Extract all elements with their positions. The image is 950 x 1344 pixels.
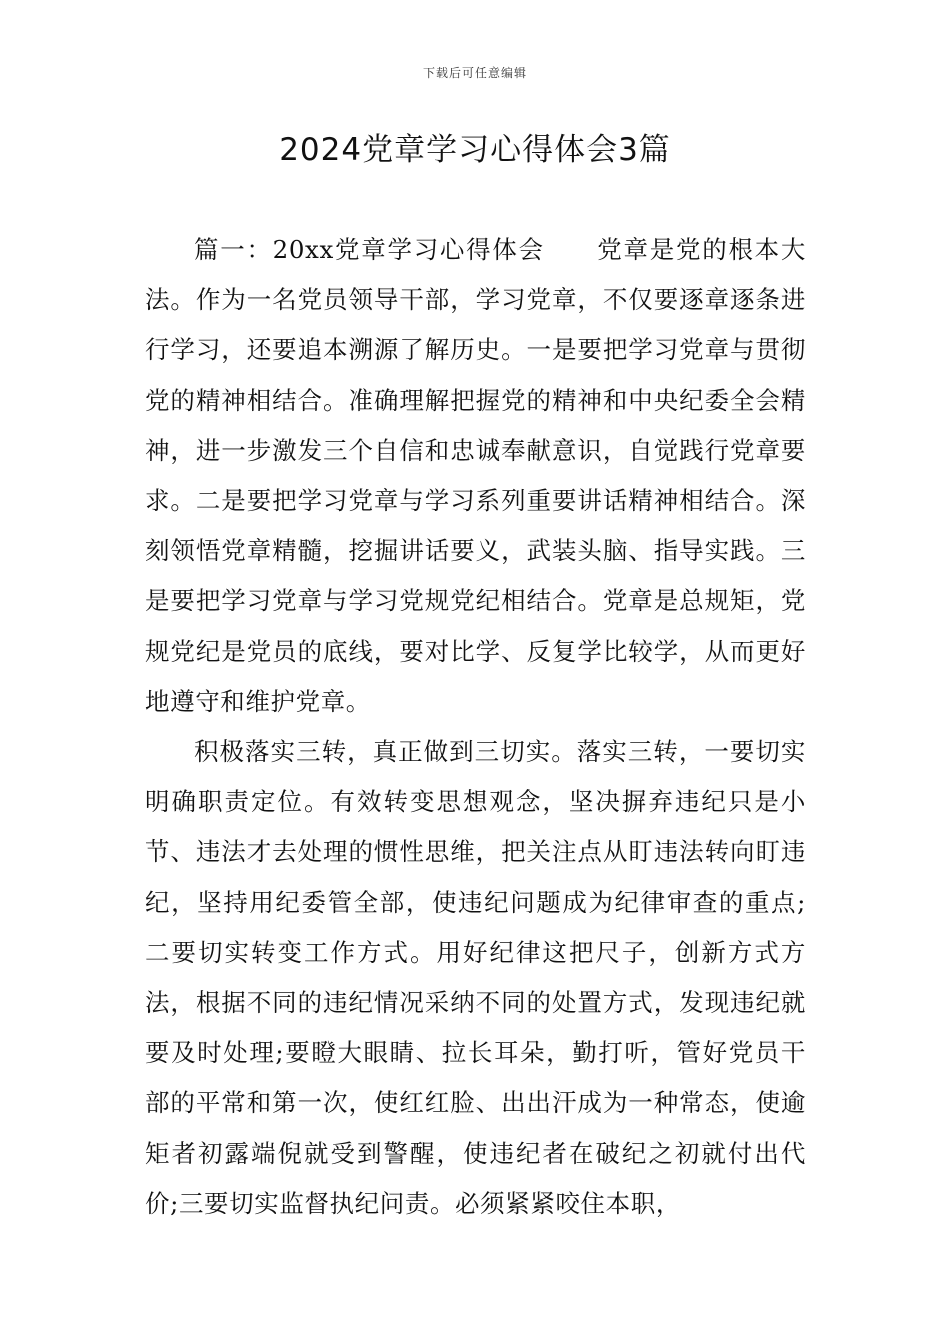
page-header-note: 下载后可任意编辑	[422, 66, 527, 80]
document-title: 2024党章学习心得体会3篇	[279, 132, 671, 168]
body-paragraph-2: 积极落实三转，真正做到三切实。落实三转，一要切实明确职责定位。有效转变思想观念，坚决摒弃违纪只是小节、违法才去处理的惯性思维，把关注点从盯违法转向盯违纪，坚持用纪委管全部，使违纪问题成为纪律审查的重点;二要切实转变工作方式。用好纪律这把尺子，创新方式方法，根据不同的违纪情况采纳不同的处置方式，发现违纪就要及时处理;要瞪大眼睛、拉长耳朵，勤打听，管好党员干部的平常和第一次，使红红脸、出出汗成为一种常态，使逾矩者初露端倪就受到警醒，使违纪者在破纪之初就付出代价;三要切实监督执纪问责。必须紧紧咬住本职，	[145, 737, 806, 1218]
body-paragraph-1: 篇一：20xx党章学习心得体会 党章是党的根本大法。作为一名党员领导干部，学习党章，不仅要逐章逐条进行学习，还要追本溯源了解历史。一是要把学习党章与贯彻党的精神相结合。准确理解把握党的精神和中央纪委全会精神，进一步激发三个自信和忠诚奉献意识，自觉践行党章要求。二是要把学习党章与学习系列重要讲话精神相结合。深刻领悟党章精髓，挖掘讲话要义，武装头脑、指导实践。三是要把学习党章与学习党规党纪相结合。党章是总规矩，党规党纪是党员的底线，要对比学、反复学比较学，从而更好地遵守和维护党章。	[145, 235, 806, 716]
document-body	[145, 225, 806, 1229]
